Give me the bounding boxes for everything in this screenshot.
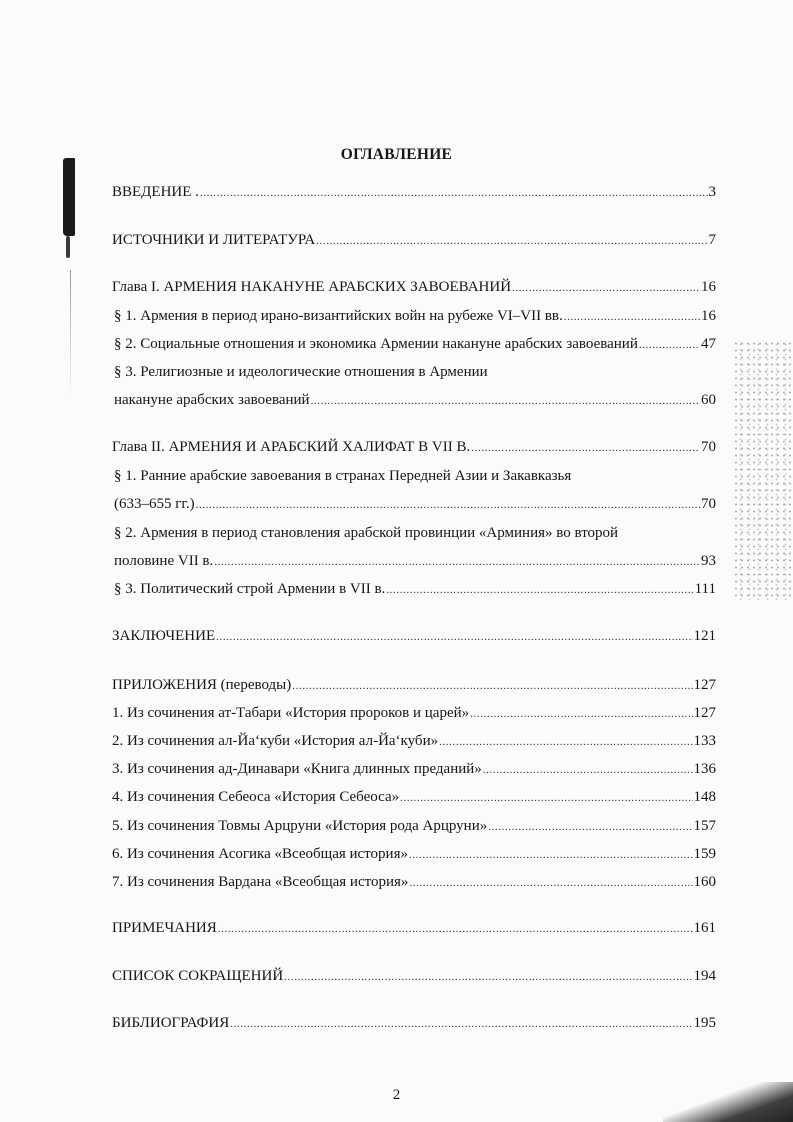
toc-entry-label: 3. Из сочинения ад-Динавари «Книга длинных преданий» — [112, 761, 482, 777]
toc-entry-page: 3 — [708, 184, 716, 200]
toc-entry[interactable] — [114, 495, 716, 514]
toc-entry-page: 70 — [701, 439, 716, 455]
toc-entry-label: 6. Из сочинения Асогика «Всеобщая история» — [112, 846, 408, 862]
toc-entry[interactable] — [114, 391, 716, 410]
toc-entry[interactable] — [112, 231, 716, 250]
leader-dots — [483, 761, 693, 779]
toc-entry-page: 7 — [708, 232, 716, 248]
toc-entry[interactable] — [114, 580, 716, 599]
leader-dots — [512, 279, 700, 297]
toc-entry[interactable] — [112, 1014, 716, 1033]
leader-dots — [200, 184, 708, 202]
leader-dots — [311, 392, 700, 410]
toc-entry-label[interactable]: § 3. Религиозные и идеологические отношения в Армении — [114, 364, 488, 380]
toc-entry-label: накануне арабских завоеваний — [114, 392, 310, 408]
toc-entry[interactable] — [112, 438, 716, 457]
toc-entry[interactable] — [114, 552, 716, 571]
toc-entry-page: 70 — [701, 496, 716, 512]
toc-entry-label: половине VII в. — [114, 553, 214, 569]
leader-dots — [409, 874, 692, 892]
toc-entry-label: 7. Из сочинения Вардана «Всеобщая история» — [112, 874, 409, 890]
toc-entry-page: 133 — [693, 733, 716, 749]
toc-entry[interactable] — [112, 873, 716, 892]
toc-entry-label: 5. Из сочинения Товмы Арцруни «История рода Арцруни» — [112, 818, 488, 834]
leader-dots — [316, 232, 707, 250]
toc-entry[interactable] — [112, 676, 716, 695]
toc-entry[interactable] — [112, 760, 716, 779]
scan-artifact — [66, 236, 70, 258]
leader-dots — [216, 628, 692, 646]
leader-dots — [400, 789, 692, 807]
toc-entry-label: 4. Из сочинения Себеоса «История Себеоса» — [112, 789, 400, 805]
leader-dots — [284, 968, 692, 986]
toc-entry-page: 111 — [694, 581, 716, 597]
toc-entry[interactable] — [112, 817, 716, 836]
leader-dots — [196, 496, 700, 514]
page-number: 2 — [392, 1087, 401, 1103]
toc-entry-label: ПРИМЕЧАНИЯ — [112, 920, 217, 936]
leader-dots — [639, 336, 700, 354]
toc-entry-page: 16 — [701, 279, 716, 295]
leader-dots — [439, 733, 692, 751]
toc-entry-label: (633–655 гг.) — [114, 496, 195, 512]
toc-entry-page: 161 — [693, 920, 716, 936]
toc-entry-label: СПИСОК СОКРАЩЕНИЙ — [112, 968, 284, 984]
toc-entry-page: 93 — [701, 553, 716, 569]
toc-entry-page: 160 — [693, 874, 716, 890]
toc-entry-page: 136 — [693, 761, 716, 777]
toc-entry-label: ВВЕДЕНИЕ . — [112, 184, 199, 200]
toc-entry[interactable] — [112, 788, 716, 807]
leader-dots — [386, 581, 693, 599]
toc-entry-label: Глава I. АРМЕНИЯ НАКАНУНЕ АРАБСКИХ ЗАВОЕВАНИЙ — [112, 279, 512, 295]
toc-entry-page: 195 — [693, 1015, 716, 1031]
toc-entry-label[interactable]: § 2. Армения в период становления арабской провинции «Арминия» во второй — [114, 525, 619, 541]
toc-entry[interactable] — [114, 307, 716, 326]
toc-entry-label[interactable]: § 1. Ранние арабские завоевания в странах Передней Азии и Закавказья — [114, 468, 572, 484]
toc-entry-page: 159 — [693, 846, 716, 862]
leader-dots — [470, 705, 692, 723]
toc-entry-label: 2. Из сочинения ал-Йа‘куби «История ал-Йа‘куби» — [112, 733, 439, 749]
toc-entry-label: § 3. Политический строй Армении в VII в. — [114, 581, 386, 597]
toc-entry-page: 60 — [701, 392, 716, 408]
toc-entry-page: 157 — [693, 818, 716, 834]
leader-dots — [409, 846, 693, 864]
leader-dots — [214, 553, 700, 571]
scan-artifact — [63, 158, 75, 236]
leader-dots — [218, 920, 693, 938]
toc-entry-page: 16 — [701, 308, 716, 324]
leader-dots — [488, 818, 692, 836]
toc-entry-page: 121 — [693, 628, 716, 644]
toc-entry-page: 148 — [693, 789, 716, 805]
toc-entry-label: § 2. Социальные отношения и экономика Армении накануне арабских завоеваний — [114, 336, 638, 352]
leader-dots — [471, 439, 700, 457]
leader-dots — [292, 677, 692, 695]
toc-entry[interactable] — [112, 627, 716, 646]
toc-entry-label: БИБЛИОГРАФИЯ — [112, 1015, 230, 1031]
toc-entry[interactable] — [112, 704, 716, 723]
scan-noise — [733, 340, 793, 600]
leader-dots — [564, 308, 700, 326]
toc-entry-page: 47 — [701, 336, 716, 352]
toc-entry-label: ИСТОЧНИКИ И ЛИТЕРАТУРА — [112, 232, 316, 248]
toc-entry[interactable] — [112, 183, 716, 202]
toc-entry[interactable] — [112, 278, 716, 297]
leader-dots — [230, 1015, 692, 1033]
toc-entry[interactable] — [112, 845, 716, 864]
toc-entry[interactable] — [112, 967, 716, 986]
toc-entry-label: Глава II. АРМЕНИЯ И АРАБСКИЙ ХАЛИФАТ В VII В. — [112, 439, 471, 455]
toc-entry-label: 1. Из сочинения ат-Табари «История пророков и царей» — [112, 705, 470, 721]
toc-entry-page: 194 — [693, 968, 716, 984]
toc-entry-page: 127 — [693, 705, 716, 721]
toc-entry-page: 127 — [693, 677, 716, 693]
toc-entry-label: § 1. Армения в период ирано-византийских войн на рубеже VI–VII вв. — [114, 308, 563, 324]
toc-entry-label: ПРИЛОЖЕНИЯ (переводы) — [112, 677, 292, 693]
page-title: ОГЛАВЛЕНИЕ — [340, 146, 453, 163]
toc-entry[interactable] — [112, 919, 716, 938]
toc-entry-label: ЗАКЛЮЧЕНИЕ — [112, 628, 216, 644]
toc-entry[interactable] — [112, 732, 716, 751]
scan-artifact — [70, 270, 71, 400]
toc-entry[interactable] — [114, 335, 716, 354]
